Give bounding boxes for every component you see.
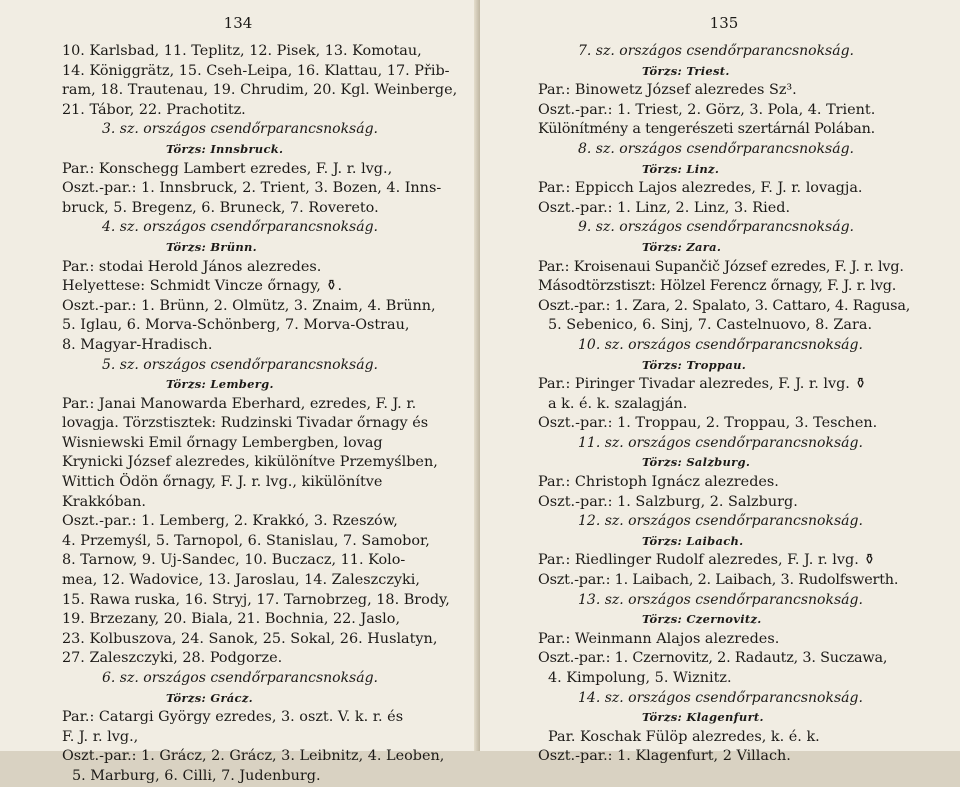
- page-number-left: 134: [223, 14, 253, 32]
- text-line: Par. Koschak Fülöp alezredes, k. é. k.: [548, 728, 820, 745]
- text-line: 10. Karlsbad, 11. Teplitz, 12. Pisek, 13. Komotau,: [62, 43, 422, 59]
- section-seat: Törzs: Klagenfurt.: [642, 710, 764, 725]
- section-seat: Törzs: Linz.: [642, 161, 720, 176]
- text-line: Par.: Christoph Ignácz alezredes.: [538, 474, 779, 491]
- text-line: Oszt.-par.: 1. Zara, 2. Spalato, 3. Cattaro, 4. Ragusa,: [538, 297, 911, 314]
- text-line: Par.: Binowetz József alezredes Sz³.: [538, 82, 797, 99]
- text-line: Par.: Piringer Tivadar alezredes, F. J. r. lvg. ⚱: [538, 376, 867, 393]
- text-line: Par.: Konschegg Lambert ezredes, F. J. r. lvg.,: [62, 160, 393, 177]
- section-seat: Törzs: Czernovitz.: [642, 612, 762, 627]
- section-heading: 13. sz. országos csendőrparancsnokság.: [578, 591, 863, 608]
- text-line: Oszt.-par.: 1. Linz, 2. Linz, 3. Ried.: [538, 199, 791, 216]
- text-line: 14. Königgrätz, 15. Cseh-Leipa, 16. Klattau, 17. Přib-: [62, 62, 450, 79]
- page-number-right: 135: [709, 14, 739, 32]
- section-heading: 12. sz. országos csendőrparancsnokság.: [578, 513, 863, 530]
- text-line: Oszt.-par.: 1. Brünn, 2. Olmütz, 3. Znaim, 4. Brünn,: [62, 297, 436, 314]
- section-heading: 4. sz. országos csendőrparancsnokság.: [102, 219, 378, 236]
- section-seat: Törzs: Laibach.: [642, 533, 744, 548]
- text-line: 8. Tarnow, 9. Uj-Sandec, 10. Buczacz, 11. Kolo-: [62, 552, 406, 569]
- text-line: 27. Zaleszczyki, 28. Podgorze.: [62, 650, 283, 667]
- text-line: F. J. r. lvg.,: [62, 728, 139, 745]
- text-line: 8. Magyar-Hradisch.: [62, 336, 213, 353]
- text-line: Par.: Weinmann Alajos alezredes.: [538, 630, 780, 647]
- section-seat: Törzs: Triest.: [642, 63, 730, 78]
- text-line: Oszt.-par.: 1. Lemberg, 2. Krakkó, 3. Rzeszów,: [62, 513, 398, 530]
- text-line: 5. Marburg, 6. Cilli, 7. Judenburg.: [72, 767, 321, 784]
- section-seat: Törzs: Zara.: [642, 239, 722, 254]
- text-line: 21. Tábor, 22. Prachotitz.: [62, 101, 246, 118]
- text-line: Oszt.-par.: 1. Grácz, 2. Grácz, 3. Leibnitz, 4. Leoben,: [62, 748, 445, 765]
- text-line: lovagja. Törzstisztek: Rudzinski Tivadar őrnagy és: [62, 415, 429, 432]
- text-line: a k. é. k. szalagján.: [548, 395, 688, 412]
- text-line: ram, 18. Trautenau, 19. Chrudim, 20. Kgl. Weinberge,: [62, 82, 458, 99]
- section-heading: 3. sz. országos csendőrparancsnokság.: [102, 121, 378, 138]
- section-seat: Törzs: Innsbruck.: [166, 141, 284, 156]
- right-page: [480, 0, 960, 765]
- text-line: 5. Sebenico, 6. Sinj, 7. Castelnuovo, 8. Zara.: [548, 317, 873, 334]
- text-line: Par.: Catargi György ezredes, 3. oszt. V. k. r. és: [62, 709, 404, 726]
- text-line: bruck, 5. Bregenz, 6. Bruneck, 7. Rovereto.: [62, 199, 379, 216]
- text-line: 23. Kolbuszova, 24. Sanok, 25. Sokal, 26. Huslatyn,: [62, 630, 438, 647]
- section-seat: Törzs: Salzburg.: [642, 455, 751, 470]
- text-line: Oszt.-par.: 1. Czernovitz, 2. Radautz, 3. Suczawa,: [538, 650, 888, 667]
- section-heading: 5. sz. országos csendőrparancsnokság.: [102, 356, 378, 373]
- text-line: 15. Rawa ruska, 16. Stryj, 17. Tarnobrzeg, 18. Brody,: [62, 591, 450, 608]
- text-line: Oszt.-par.: 1. Troppau, 2. Troppau, 3. Teschen.: [538, 415, 878, 432]
- section-seat: Törzs: Brünn.: [166, 239, 257, 254]
- text-line: 4. Kimpolung, 5. Wiznitz.: [548, 670, 732, 686]
- text-line: Helyettese: Schmidt Vincze őrnagy, ⚱.: [62, 278, 343, 295]
- text-line: Oszt.-par.: 1. Salzburg, 2. Salzburg.: [538, 493, 798, 510]
- section-heading: 8. sz. országos csendőrparancsnokság.: [578, 140, 854, 157]
- text-line: Wittich Ödön őrnagy, F. J. r. lvg., kikülönítve: [62, 474, 383, 491]
- text-line: mea, 12. Wadovice, 13. Jaroslau, 14. Zaleszczyki,: [62, 572, 420, 589]
- text-line: Krakkóban.: [62, 493, 146, 510]
- text-line: Oszt.-par.: 1. Triest, 2. Görz, 3. Pola, 4. Trient.: [538, 101, 876, 118]
- text-line: Oszt.-par.: 1. Laibach, 2. Laibach, 3. Rudolfswerth.: [538, 572, 899, 589]
- text-line: 19. Brzezany, 20. Biala, 21. Bochnia, 22. Jaslo,: [62, 611, 401, 628]
- text-line: Oszt.-par.: 1. Klagenfurt, 2 Villach.: [538, 748, 791, 765]
- section-heading: 10. sz. országos csendőrparancsnokság.: [578, 336, 863, 353]
- section-seat: Törzs: Lemberg.: [166, 377, 274, 392]
- section-seat: Törzs: Troppau.: [642, 357, 747, 372]
- text-line: Oszt.-par.: 1. Innsbruck, 2. Trient, 3. Bozen, 4. Inns-: [62, 180, 442, 197]
- section-heading: 6. sz. országos csendőrparancsnokság.: [102, 670, 378, 686]
- text-line: Par.: Kroisenaui Supančič József ezredes, F. J. r. lvg.: [538, 258, 904, 275]
- section-heading: 14. sz. országos csendőrparancsnokság.: [578, 689, 863, 706]
- text-line: Par.: stodai Herold János alezredes.: [62, 258, 322, 275]
- text-line: Par.: Riedlinger Rudolf alezredes, F. J. r. lvg. ⚱: [538, 552, 876, 569]
- section-heading: 9. sz. országos csendőrparancsnokság.: [578, 219, 854, 236]
- text-line: Különítmény a tengerészeti szertárnál Polában.: [538, 121, 876, 138]
- section-heading: 11. sz. országos csendőrparancsnokság.: [578, 434, 863, 451]
- text-line: Par.: Janai Manowarda Eberhard, ezredes, F. J. r.: [62, 395, 417, 412]
- text-line: 4. Przemyśl, 5. Tarnopol, 6. Stanislau, 7. Samobor,: [62, 532, 430, 549]
- text-line: 5. Iglau, 6. Morva-Schönberg, 7. Morva-Ostrau,: [62, 317, 410, 334]
- section-heading: 7. sz. országos csendőrparancsnokság.: [578, 43, 854, 59]
- text-line: Krynicki József alezredes, kikülönítve Przemyślben,: [62, 454, 438, 471]
- section-seat: Törzs: Grácz.: [166, 690, 253, 705]
- text-line: Wisniewski Emil őrnagy Lembergben, lovag: [62, 434, 383, 451]
- text-line: Par.: Eppicch Lajos alezredes, F. J. r. lovagja.: [538, 180, 863, 197]
- left-page: [0, 0, 478, 784]
- text-line: Másodtörzstiszt: Hölzel Ferencz őrnagy, F. J. r. lvg.: [538, 278, 897, 295]
